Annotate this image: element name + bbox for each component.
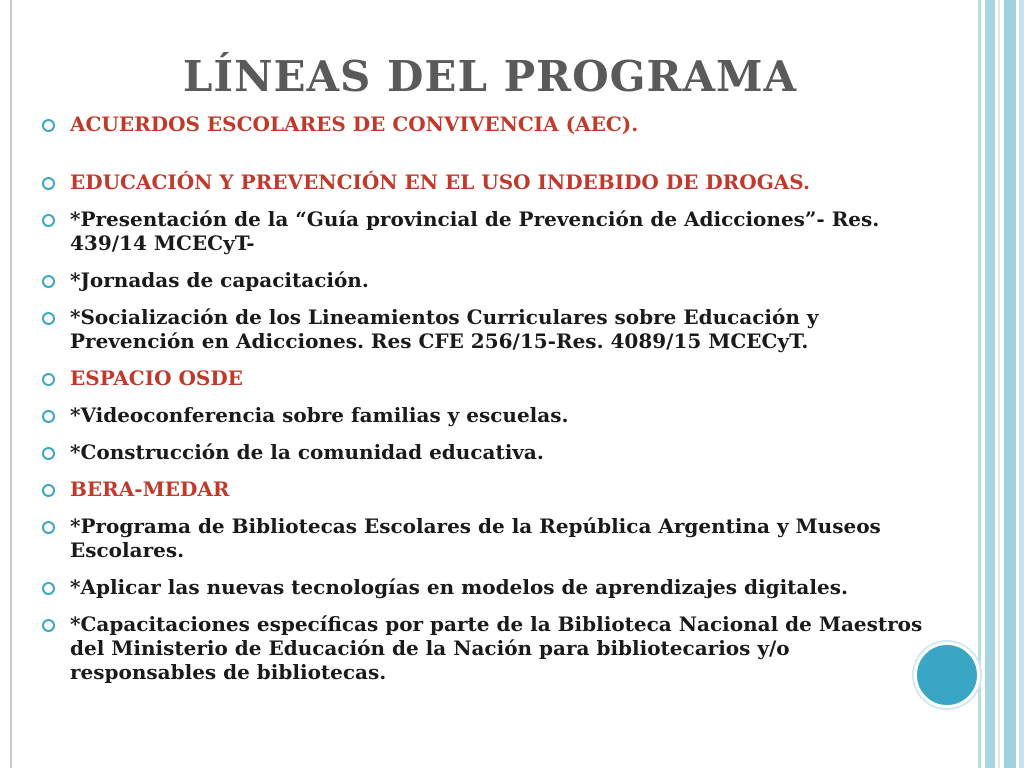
stripe <box>978 0 981 768</box>
stripe <box>985 0 995 768</box>
bullet-circle-icon <box>42 214 55 227</box>
bullet-circle-icon <box>42 373 55 386</box>
slide-title: LÍNEAS DEL PROGRAMA <box>182 52 798 101</box>
stripe <box>1019 0 1024 768</box>
bullet-circle-icon <box>42 177 55 190</box>
list-item <box>42 305 932 353</box>
bullet-circle-icon <box>42 484 55 497</box>
right-decorative-stripes <box>978 0 1024 768</box>
bullet-circle-icon <box>42 275 55 288</box>
list-item-text: *Jornadas de capacitación. <box>70 268 369 292</box>
list-item-text: *Programa de Bibliotecas Escolares de la República Argentina y Museos Escolares. <box>70 514 881 562</box>
bullet-circle-icon <box>42 582 55 595</box>
bullet-circle-icon <box>42 447 55 460</box>
bullet-circle-icon <box>42 119 55 132</box>
list-item-text: BERA-MEDAR <box>70 477 230 501</box>
list-item <box>42 575 932 599</box>
list-item-text: *Construcción de la comunidad educativa. <box>70 440 544 464</box>
bullet-circle-icon <box>42 521 55 534</box>
list-item-text: EDUCACIÓN Y PREVENCIÓN EN EL USO INDEBIDO DE DROGAS. <box>70 170 810 194</box>
list-item <box>42 514 932 562</box>
list-item-text: ACUERDOS ESCOLARES DE CONVIVENCIA (AEC). <box>70 112 639 136</box>
bullet-circle-icon <box>42 619 55 632</box>
list-item <box>42 612 932 684</box>
list-item-text: *Aplicar las nuevas tecnologías en modelos de aprendizajes digitales. <box>70 575 848 599</box>
stripe <box>998 0 1000 768</box>
list-item-text: *Videoconferencia sobre familias y escuelas. <box>70 403 569 427</box>
stripe <box>1004 0 1016 768</box>
list-item-text: *Presentación de la “Guía provincial de Prevención de Adicciones”- Res. 439/14 MCECyT- <box>70 207 880 255</box>
list-item <box>42 440 932 464</box>
list-item <box>42 207 932 255</box>
left-divider-line <box>10 0 12 768</box>
list-item-text: ESPACIO OSDE <box>70 366 243 390</box>
list-item <box>42 403 932 427</box>
list-item <box>42 366 932 390</box>
list-item-text: *Capacitaciones específicas por parte de la Biblioteca Nacional de Maestros del Ministerio de Educación de la Nación para bibliotecarios y/o responsables de bibliotecas. <box>70 612 923 684</box>
list-item <box>42 112 932 136</box>
list-item-text: *Socialización de los Lineamientos Curriculares sobre Educación y Prevención en Adicciones. Res CFE 256/15-Res. 4089/15 MCECyT. <box>70 305 819 353</box>
bullet-list <box>42 112 932 697</box>
bullet-circle-icon <box>42 410 55 423</box>
list-item <box>42 477 932 501</box>
list-item <box>42 170 932 194</box>
list-item <box>42 268 932 292</box>
bullet-circle-icon <box>42 312 55 325</box>
